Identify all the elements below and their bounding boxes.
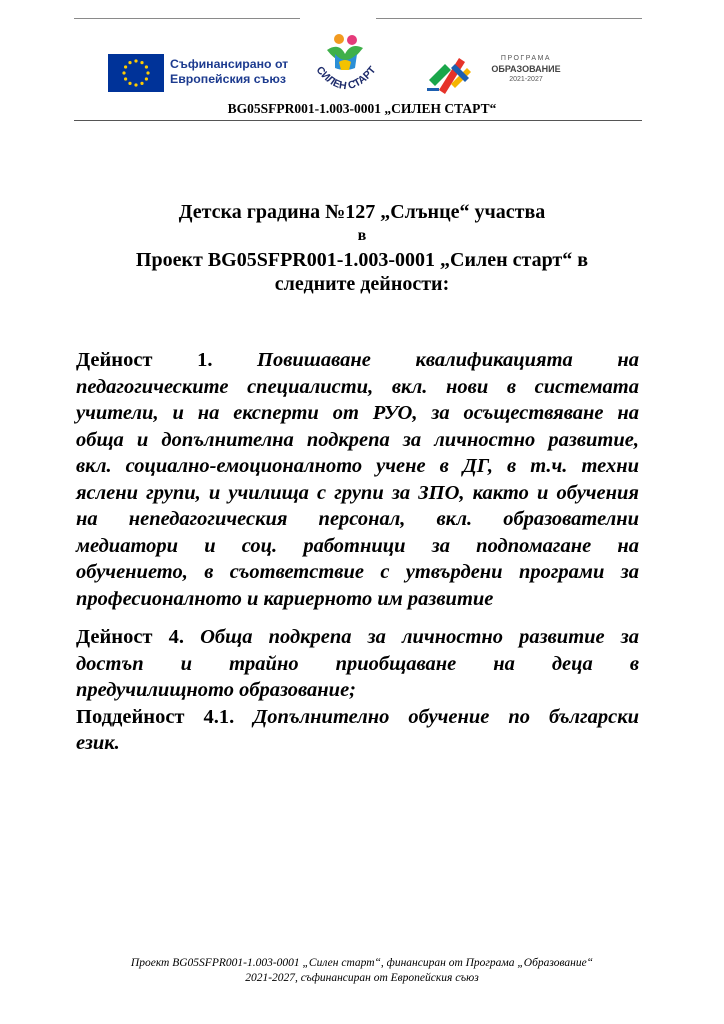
title-line1: Детска градина №127 „Слънце“ участва bbox=[178, 201, 546, 223]
activity-1-line: на непедагогическия персонал, вкл. образователни bbox=[76, 508, 639, 530]
title-line3: Проект BG05SFPR001-1.003-0001 „Силен старт“ в bbox=[135, 249, 589, 271]
header-bottom-rule bbox=[74, 120, 642, 121]
activity-1-line: обща и допълнителна подкрепа за личностно развитие, bbox=[76, 428, 639, 451]
program-label: ПРОГРАМА bbox=[500, 55, 552, 62]
program-education-text bbox=[480, 54, 572, 85]
footer-line1: Проект BG05SFPR001-1.003-0001 „Силен старт“, финансиран от Програма „Образование“ bbox=[130, 957, 594, 969]
activity-1-line: обучението, в съответствие с утвърдени програми за bbox=[76, 561, 639, 583]
header-project-code: BG05SFPR001-1.003-0001 „СИЛЕН СТАРТ“ bbox=[227, 101, 497, 116]
subactivity-4-1-line: език. bbox=[76, 732, 120, 754]
activity-1-label: Дейност 1. bbox=[76, 349, 213, 371]
page-footer bbox=[0, 956, 724, 986]
program-period: 2021-2027 bbox=[509, 76, 543, 83]
activity-1-text: Повишаване квалификацията на bbox=[257, 349, 639, 371]
document-title bbox=[74, 200, 650, 296]
activity-4-label: Дейност 4. bbox=[76, 626, 184, 648]
footer-line2: 2021-2027, съфинансиран от Европейския съюз bbox=[245, 972, 479, 984]
silen-start-logo bbox=[305, 32, 387, 102]
activity-1-line bbox=[76, 347, 639, 374]
activity-4-line: предучилищното образование; bbox=[76, 679, 357, 701]
activity-4-paragraph bbox=[76, 624, 639, 757]
subactivity-4-1-text: Допълнително обучение по български bbox=[253, 705, 639, 728]
eu-text-line1: Съфинансирано от bbox=[170, 57, 289, 71]
activity-1-line: медиатори и соц. работници за подпомагане на bbox=[76, 534, 639, 557]
title-line2: в bbox=[357, 227, 367, 244]
header-top-rule bbox=[74, 18, 642, 19]
eu-flag-icon bbox=[108, 54, 164, 92]
silen-start-logo-text: СИЛЕН СТАРТ bbox=[313, 64, 379, 93]
program-education-logo bbox=[425, 50, 477, 98]
subactivity-4-1-label: Поддейност 4.1. bbox=[76, 705, 235, 728]
header-logos bbox=[0, 28, 724, 98]
activity-1-line: педагогическите специалисти, вкл. нови в системата bbox=[76, 375, 639, 398]
title-line4: следните дейности: bbox=[274, 273, 450, 295]
activity-1-line: учители, и на експерти от РУО, за осъществяване на bbox=[76, 402, 639, 424]
activity-1-line: професионалното и кариерното им развитие bbox=[76, 587, 494, 610]
activity-4-line bbox=[76, 624, 639, 651]
activity-4-text: Обща подкрепа за личностно развитие за bbox=[200, 626, 640, 648]
eu-cofunded-text bbox=[170, 57, 302, 87]
activity-4-line: достъп и трайно приобщаване на деца в bbox=[76, 652, 639, 675]
program-name: ОБРАЗОВАНИЕ bbox=[491, 64, 561, 74]
activity-1-paragraph bbox=[76, 347, 639, 612]
eu-text-line2: Европейския съюз bbox=[170, 72, 287, 86]
activity-1-line: вкл. социално-емоционалното учене в ДГ, в т.ч. техни bbox=[76, 455, 639, 477]
activity-1-line: яслени групи, и училища с групи за ЗПО, както и обучения bbox=[76, 481, 639, 504]
subactivity-4-1-line bbox=[76, 704, 639, 731]
